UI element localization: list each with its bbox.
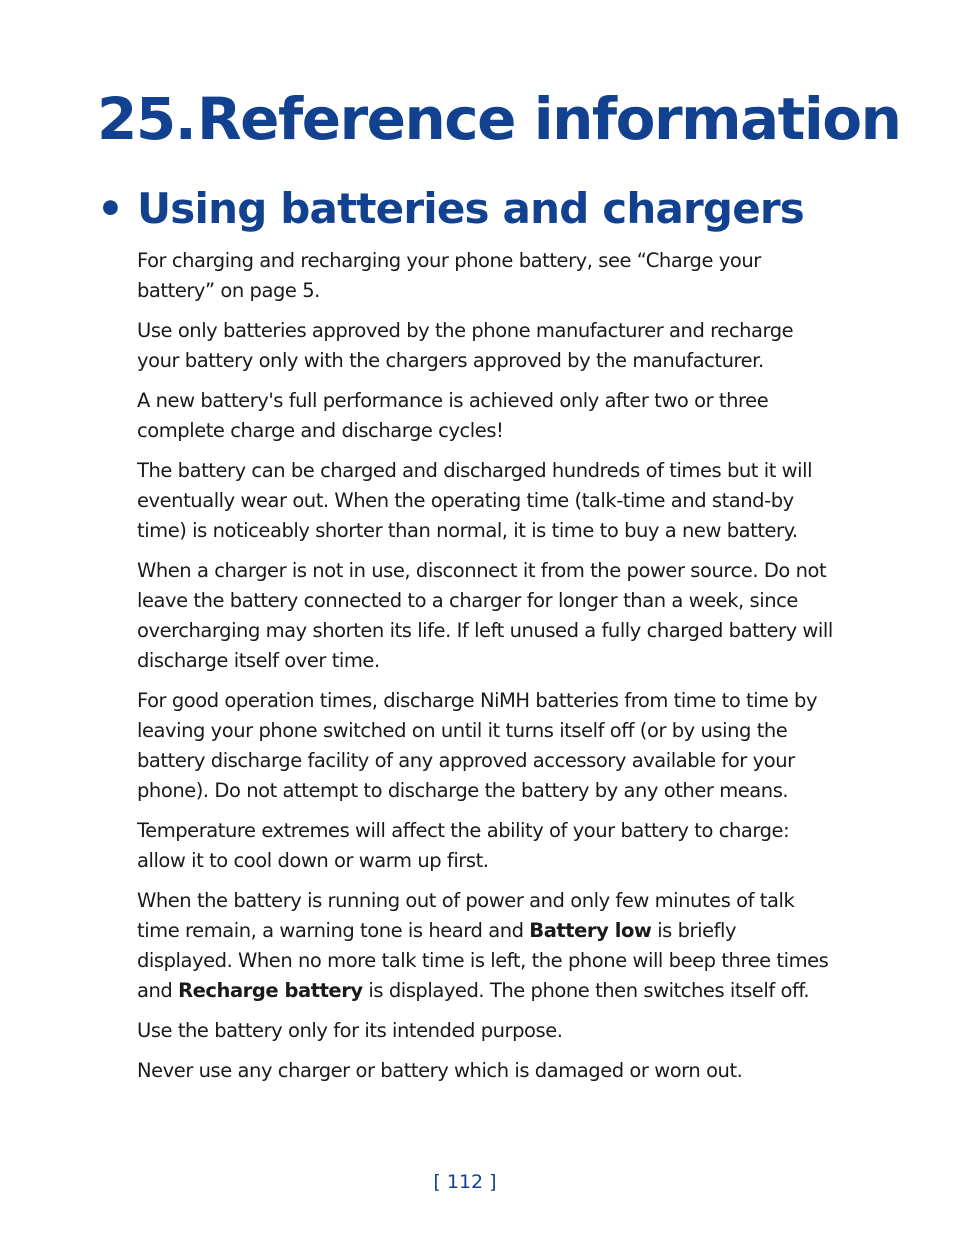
battery-low-label: Battery low <box>529 919 652 942</box>
section-bullet: • <box>97 184 124 233</box>
paragraph-disconnect-charger: When a charger is not in use, disconnect it from the power source. Do not leave the battery connected to a charger for longer than a week, since overcharging may shorten its life. If left unused a fully charged battery will discharge itself over time. <box>137 559 833 672</box>
paragraph-charging-reference: For charging and recharging your phone battery, see “Charge your battery” on page 5. <box>137 249 761 302</box>
battery-low-text-3: is displayed. The phone then switches itself off. <box>362 979 810 1002</box>
battery-low-text-1: When the battery is running out of power and only few minutes of talk time remain, a warning tone is heard and <box>137 889 795 942</box>
chapter-number: 25. <box>97 85 196 153</box>
section-title <box>97 180 804 238</box>
paragraph-battery-low <box>137 886 837 1006</box>
paragraph-discharge-nimh: For good operation times, discharge NiMH batteries from time to time by leaving your phone switched on until it turns itself off (or by using the battery discharge facility of any approved accessory available for your phone). Do not attempt to discharge the battery by any other means. <box>137 689 818 802</box>
chapter-title <box>97 82 900 156</box>
paragraph-approved-batteries: Use only batteries approved by the phone manufacturer and recharge your battery only with the chargers approved by the manufacturer. <box>137 319 794 372</box>
paragraph-intended-purpose: Use the battery only for its intended purpose. <box>137 1019 563 1042</box>
battery-low-text-2: is briefly displayed. When no more talk time is left, the phone will beep three times and <box>137 919 829 1002</box>
paragraph-temperature: Temperature extremes will affect the ability of your battery to charge: allow it to cool down or warm up first. <box>137 819 790 872</box>
body-text <box>137 246 837 1096</box>
page-number: [ 112 ] <box>433 1171 497 1193</box>
paragraph-battery-wear: The battery can be charged and discharged hundreds of times but it will eventually wear out. When the operating time (talk-time and stand-by time) is noticeably shorter than normal, it is time to buy a new battery. <box>137 459 813 542</box>
recharge-battery-label: Recharge battery <box>178 979 363 1002</box>
section-title-text: Using batteries and chargers <box>137 184 804 233</box>
paragraph-damaged-charger: Never use any charger or battery which is damaged or worn out. <box>137 1059 743 1082</box>
paragraph-full-performance: A new battery's full performance is achieved only after two or three complete charge and discharge cycles! <box>137 389 769 442</box>
chapter-title-text: Reference information <box>197 85 901 153</box>
